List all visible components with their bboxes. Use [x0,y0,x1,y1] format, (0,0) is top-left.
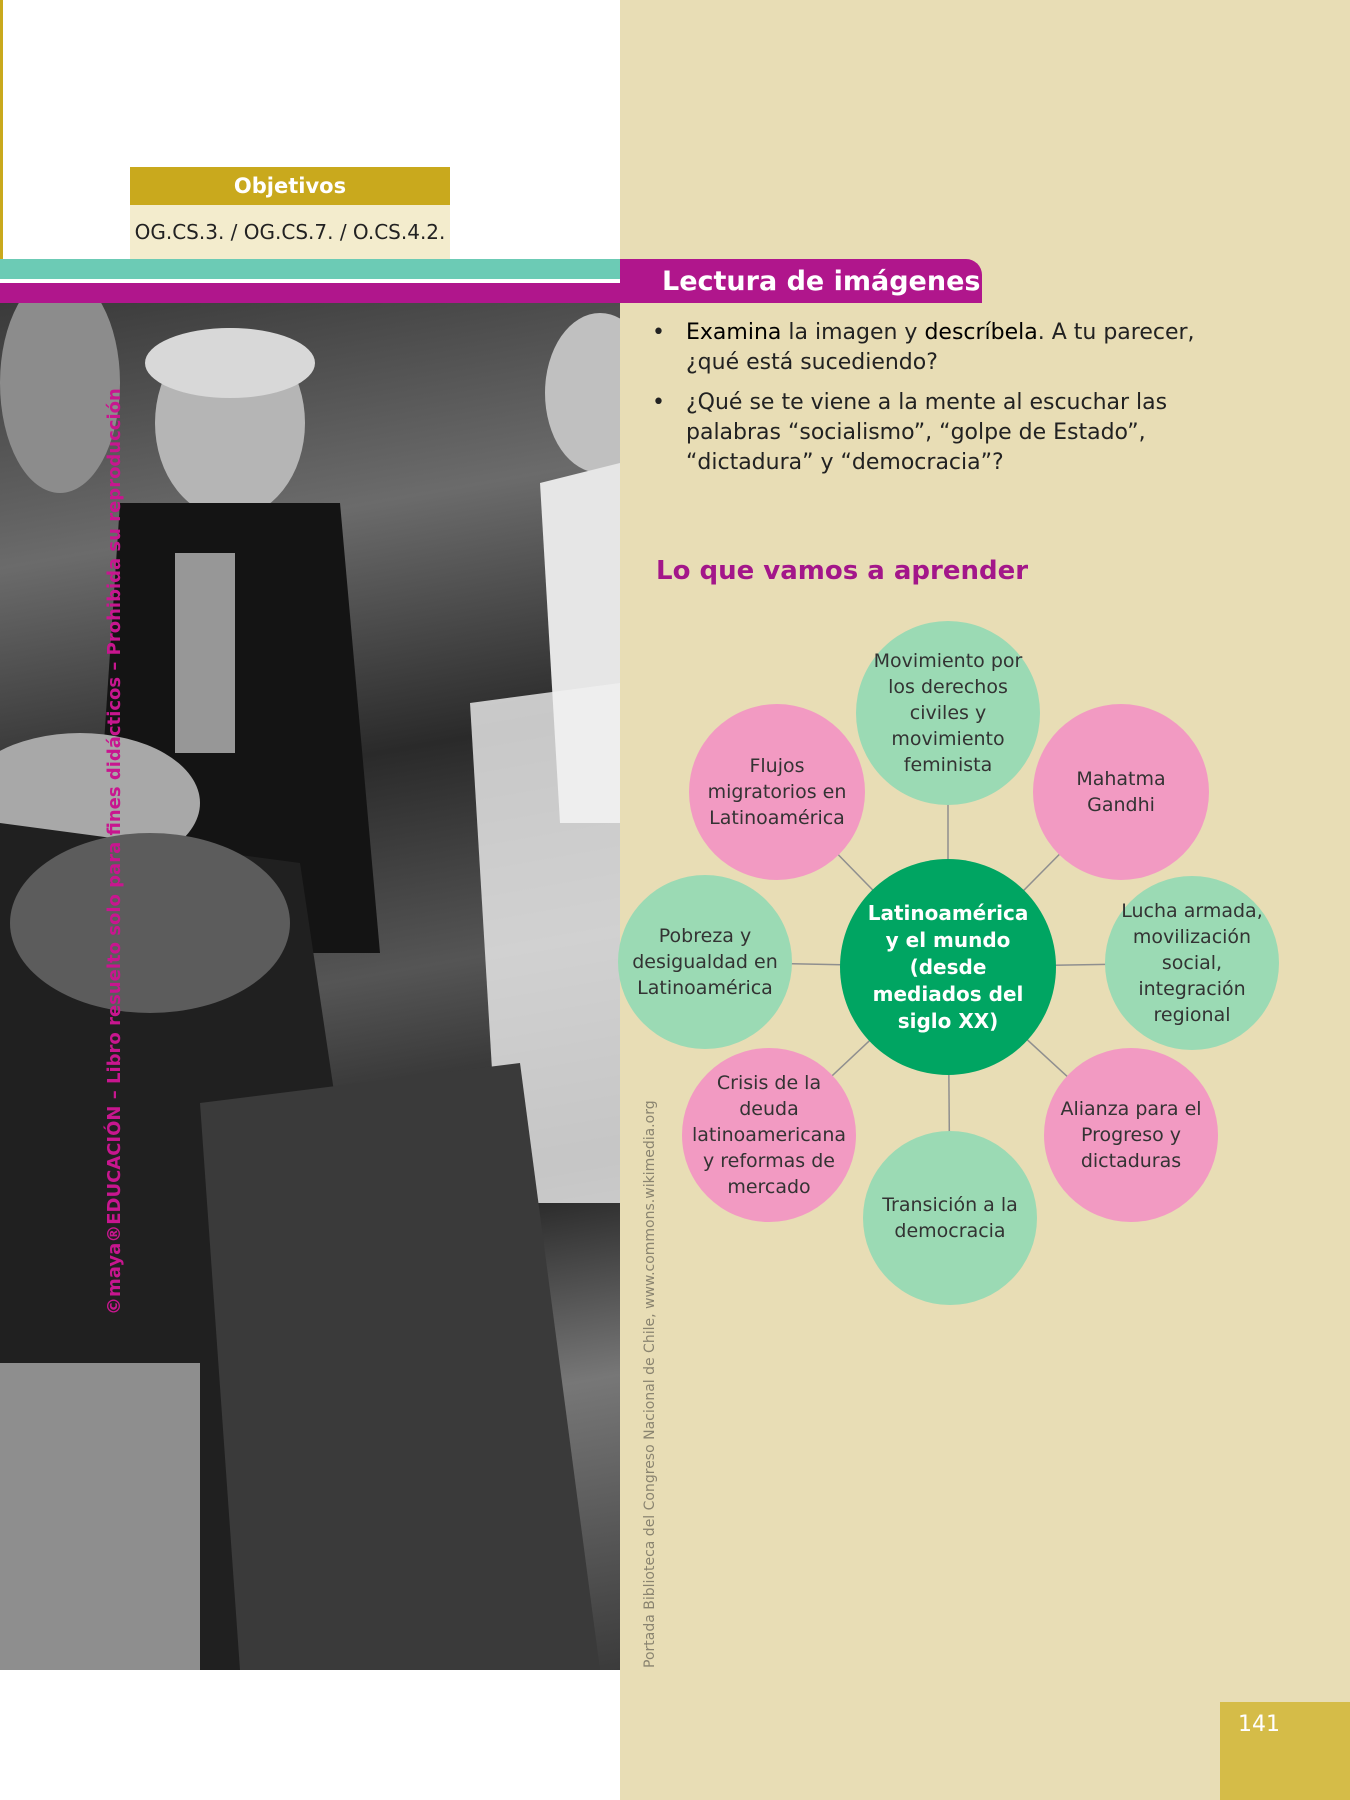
magenta-stripe [0,283,620,303]
concept-center-node: Latinoamérica y el mundo (desde mediados del siglo XX) [840,859,1056,1075]
page-number: 141 [1220,1702,1350,1800]
teal-stripe [0,259,620,279]
learn-title: Lo que vamos a aprender [656,556,1029,586]
objectives-codes: OG.CS.3. / OG.CS.7. / O.CS.4.2. [130,205,450,259]
bullet-glyph: • [652,320,665,345]
question-text: la imagen y [781,320,925,345]
question-keyword: descríbela [924,320,1038,345]
concept-node: Lucha armada, movilización social, integración regional [1105,876,1279,1050]
historical-photo [0,303,620,1670]
concept-node: Movimiento por los derechos civiles y movimiento feminista [856,621,1040,805]
concept-map [620,615,1350,1315]
question-list [652,318,1212,488]
concept-node: Pobreza y desigualdad en Latinoamérica [618,875,792,1049]
left-accent-rule [0,0,3,260]
concept-node: Flujos migratorios en Latinoamérica [689,704,865,880]
objectives-box [130,167,450,259]
question-text: . A tu parecer, ¿qué está sucediendo? [686,320,1195,375]
objectives-heading: Objetivos [130,167,450,205]
bullet-glyph: • [652,390,665,415]
section-tab-lectura: Lectura de imágenes [620,259,982,303]
concept-node: Mahatma Gandhi [1033,704,1209,880]
question-item [652,388,1212,478]
concept-node: Transición a la democracia [863,1131,1037,1305]
question-item [652,318,1212,378]
photo-credit: Portada Biblioteca del Congreso Nacional de Chile, www.commons.wikimedia.org [642,1100,658,1668]
copyright-watermark: ©maya®EDUCACIÓN – Libro resuelto solo para fines didácticos – Prohibida su reproducción [104,388,125,1315]
question-keyword: Examina [686,320,782,345]
photo-illustration [0,303,620,1670]
concept-node: Crisis de la deuda latinoamericana y reformas de mercado [682,1048,856,1222]
concept-node: Alianza para el Progreso y dictaduras [1044,1048,1218,1222]
question-text: ¿Qué se te viene a la mente al escuchar las palabras “socialismo”, “golpe de Estado”, “dictadura” y “democracia”? [686,390,1168,475]
